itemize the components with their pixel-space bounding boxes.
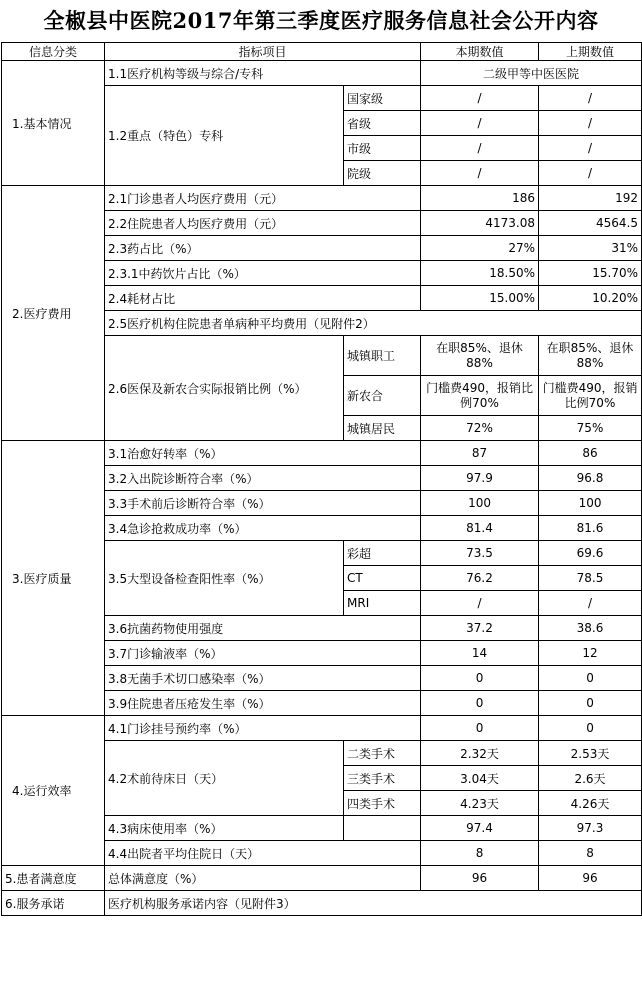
current-value: / bbox=[421, 111, 539, 136]
previous-value: 15.70% bbox=[539, 261, 642, 286]
current-value: 2.32天 bbox=[421, 741, 539, 766]
current-value: 8 bbox=[421, 841, 539, 866]
current-value: 在职85%、退休88% bbox=[421, 336, 539, 376]
sub-label: 彩超 bbox=[344, 541, 421, 566]
header-current: 本期数值 bbox=[421, 43, 539, 61]
current-value: 73.5 bbox=[421, 541, 539, 566]
item-label: 总体满意度（%） bbox=[105, 866, 421, 891]
category-quality: 3.医疗质量 bbox=[2, 441, 105, 716]
item-value: 二级甲等中医医院 bbox=[421, 61, 642, 86]
previous-value: 69.6 bbox=[539, 541, 642, 566]
previous-value: 96.8 bbox=[539, 466, 642, 491]
sub-label: 四类手术 bbox=[344, 791, 421, 816]
current-value: 15.00% bbox=[421, 286, 539, 311]
sub-label: 国家级 bbox=[344, 86, 421, 111]
current-value: 0 bbox=[421, 716, 539, 741]
sub-label: 城镇职工 bbox=[344, 336, 421, 376]
table-row bbox=[2, 716, 642, 741]
current-value: 18.50% bbox=[421, 261, 539, 286]
sub-label: 院级 bbox=[344, 161, 421, 186]
previous-value: 12 bbox=[539, 641, 642, 666]
item-label: 3.8无菌手术切口感染率（%） bbox=[105, 666, 421, 691]
item-label: 3.4急诊抢救成功率（%） bbox=[105, 516, 421, 541]
item-label: 2.2住院患者人均医疗费用（元） bbox=[105, 211, 421, 236]
previous-value: 86 bbox=[539, 441, 642, 466]
sub-label: CT bbox=[344, 566, 421, 591]
previous-value: / bbox=[539, 136, 642, 161]
current-value: 81.4 bbox=[421, 516, 539, 541]
sub-label: 三类手术 bbox=[344, 766, 421, 791]
previous-value: / bbox=[539, 111, 642, 136]
item-label: 3.5大型设备检查阳性率（%） bbox=[105, 541, 344, 616]
table-row bbox=[2, 891, 642, 916]
current-value: 97.4 bbox=[421, 816, 539, 841]
previous-value: 100 bbox=[539, 491, 642, 516]
category-satisfaction: 5.患者满意度 bbox=[2, 866, 105, 891]
previous-value: 2.6天 bbox=[539, 766, 642, 791]
category-basic: 1.基本情况 bbox=[2, 61, 105, 186]
sub-label: 省级 bbox=[344, 111, 421, 136]
previous-value: 31% bbox=[539, 236, 642, 261]
previous-value: 75% bbox=[539, 416, 642, 441]
previous-value: 8 bbox=[539, 841, 642, 866]
item-label: 3.2入出院诊断符合率（%） bbox=[105, 466, 421, 491]
previous-value: / bbox=[539, 591, 642, 616]
item-label: 1.2重点（特色）专科 bbox=[105, 86, 344, 186]
item-label: 2.1门诊患者人均医疗费用（元） bbox=[105, 186, 421, 211]
table-row bbox=[2, 441, 642, 466]
current-value: 87 bbox=[421, 441, 539, 466]
previous-value: 4.26天 bbox=[539, 791, 642, 816]
previous-value: 81.6 bbox=[539, 516, 642, 541]
sub-label: 市级 bbox=[344, 136, 421, 161]
current-value: 0 bbox=[421, 666, 539, 691]
current-value: / bbox=[421, 591, 539, 616]
item-label: 4.2术前待床日（天） bbox=[105, 741, 344, 816]
current-value: 97.9 bbox=[421, 466, 539, 491]
item-label: 3.7门诊输液率（%） bbox=[105, 641, 421, 666]
current-value: 186 bbox=[421, 186, 539, 211]
item-label: 1.1医疗机构等级与综合/专科 bbox=[105, 61, 421, 86]
item-label: 2.4耗材占比 bbox=[105, 286, 421, 311]
item-label: 3.6抗菌药物使用强度 bbox=[105, 616, 421, 641]
item-label: 2.3.1中药饮片占比（%） bbox=[105, 261, 421, 286]
category-efficiency: 4.运行效率 bbox=[2, 716, 105, 866]
previous-value: 2.53天 bbox=[539, 741, 642, 766]
current-value: 14 bbox=[421, 641, 539, 666]
sub-label: 新农合 bbox=[344, 376, 421, 416]
category-cost: 2.医疗费用 bbox=[2, 186, 105, 441]
category-commitment: 6.服务承诺 bbox=[2, 891, 105, 916]
current-value: 37.2 bbox=[421, 616, 539, 641]
current-value: / bbox=[421, 86, 539, 111]
current-value: 100 bbox=[421, 491, 539, 516]
previous-value: 在职85%、退休88% bbox=[539, 336, 642, 376]
item-label: 4.4出院者平均住院日（天） bbox=[105, 841, 421, 866]
table-row bbox=[2, 866, 642, 891]
previous-value: 97.3 bbox=[539, 816, 642, 841]
current-value: 4.23天 bbox=[421, 791, 539, 816]
info-table bbox=[1, 42, 642, 916]
page-title: 全椒县中医院2017年第三季度医疗服务信息社会公开内容 bbox=[43, 8, 599, 33]
sub-label: 二类手术 bbox=[344, 741, 421, 766]
current-value: 76.2 bbox=[421, 566, 539, 591]
item-label: 3.9住院患者压疮发生率（%） bbox=[105, 691, 421, 716]
header-category: 信息分类 bbox=[2, 43, 105, 61]
table-header bbox=[2, 43, 642, 61]
empty-cell bbox=[344, 816, 421, 841]
previous-value: 10.20% bbox=[539, 286, 642, 311]
table-row bbox=[2, 186, 642, 211]
previous-value: / bbox=[539, 86, 642, 111]
current-value: / bbox=[421, 161, 539, 186]
current-value: 27% bbox=[421, 236, 539, 261]
item-label: 2.5医疗机构住院患者单病种平均费用（见附件2） bbox=[105, 311, 642, 336]
sub-label: MRI bbox=[344, 591, 421, 616]
table-row bbox=[2, 61, 642, 86]
item-label: 3.1治愈好转率（%） bbox=[105, 441, 421, 466]
sub-label: 城镇居民 bbox=[344, 416, 421, 441]
item-label: 2.3药占比（%） bbox=[105, 236, 421, 261]
current-value: 3.04天 bbox=[421, 766, 539, 791]
current-value: 0 bbox=[421, 691, 539, 716]
header-previous: 上期数值 bbox=[539, 43, 642, 61]
item-label: 医疗机构服务承诺内容（见附件3） bbox=[105, 891, 642, 916]
current-value: 72% bbox=[421, 416, 539, 441]
previous-value: 78.5 bbox=[539, 566, 642, 591]
current-value: 4173.08 bbox=[421, 211, 539, 236]
previous-value: 38.6 bbox=[539, 616, 642, 641]
header-indicator: 指标项目 bbox=[105, 43, 421, 61]
previous-value: 4564.5 bbox=[539, 211, 642, 236]
current-value: 门槛费490，报销比例70% bbox=[421, 376, 539, 416]
previous-value: 0 bbox=[539, 691, 642, 716]
previous-value: 0 bbox=[539, 716, 642, 741]
previous-value: 192 bbox=[539, 186, 642, 211]
item-label: 4.3病床使用率（%） bbox=[105, 816, 344, 841]
previous-value: 0 bbox=[539, 666, 642, 691]
current-value: / bbox=[421, 136, 539, 161]
previous-value: 门槛费490，报销比例70% bbox=[539, 376, 642, 416]
current-value: 96 bbox=[421, 866, 539, 891]
previous-value: / bbox=[539, 161, 642, 186]
item-label: 3.3手术前后诊断符合率（%） bbox=[105, 491, 421, 516]
previous-value: 96 bbox=[539, 866, 642, 891]
item-label: 2.6医保及新农合实际报销比例（%） bbox=[105, 336, 344, 441]
item-label: 4.1门诊挂号预约率（%） bbox=[105, 716, 421, 741]
